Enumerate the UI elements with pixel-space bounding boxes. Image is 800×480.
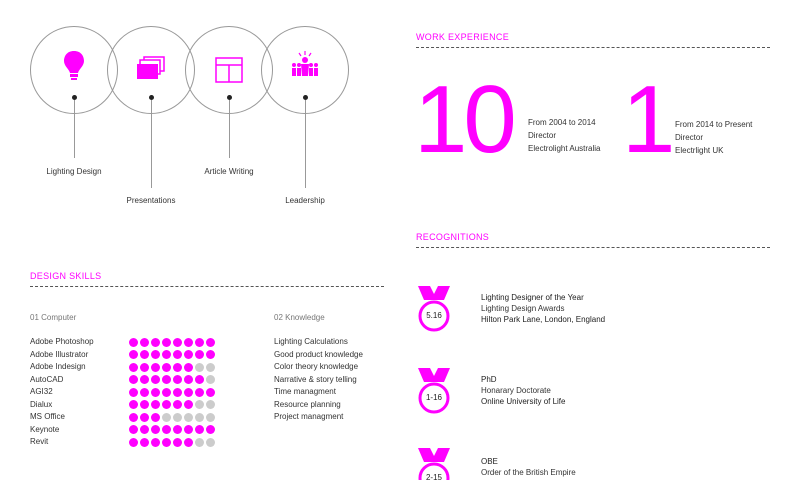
skill-dot-filled [129,350,138,359]
skill-dot-filled [173,338,182,347]
years-number: 1 [622,66,676,173]
skill-dot-filled [129,375,138,384]
knowledge-item: Resource planning [274,399,341,409]
skill-dot-row [129,399,215,412]
job-period: From 2004 to 2014 [528,118,596,127]
skill-dot-filled [162,400,171,409]
connector-line [229,100,230,158]
job-role: Director [675,133,704,142]
skill-dot-filled [173,438,182,447]
medal-icon [414,284,462,352]
skill-dot-filled [184,388,193,397]
people-icon [289,50,321,80]
skill-dot-filled [195,350,204,359]
skill-dot-empty [173,413,182,422]
recognition-org: Order of the British Empire [481,468,576,477]
skill-dot-row [129,436,215,449]
skill-dot-filled [151,338,160,347]
skill-dot-filled [162,375,171,384]
medal-date: 2-15 [425,473,442,480]
skill-dot-empty [206,400,215,409]
skill-dot-filled [184,438,193,447]
skill-dot-filled [140,363,149,372]
skill-dot-filled [173,350,182,359]
job-role: Director [528,131,557,140]
skill-dot-filled [151,388,160,397]
skill-dot-filled [129,338,138,347]
skill-dot-filled [129,438,138,447]
skill-dot-row [129,411,215,424]
skill-dot-filled [206,338,215,347]
skill-dot-filled [206,388,215,397]
computer-heading: 01 Computer [30,313,77,322]
years-number: 10 [414,66,513,173]
skill-label: Leadership [285,196,325,205]
skill-dot-empty [206,363,215,372]
skill-dot-filled [140,350,149,359]
skill-dot-filled [140,375,149,384]
section-title-recognitions: RECOGNITIONS [416,232,490,242]
skill-dot-filled [184,338,193,347]
skill-dot-filled [184,400,193,409]
skill-dot-filled [173,425,182,434]
skill-dot-filled [173,388,182,397]
skill-dot-row [129,386,215,399]
skill-dot-filled [151,400,160,409]
recognition-title: OBE [481,457,498,466]
skill-dot-filled [140,400,149,409]
skill-dot-filled [151,438,160,447]
layout-icon [215,57,243,83]
skill-name: Revit [30,437,49,446]
skill-dot-filled [162,388,171,397]
skill-dot-filled [206,425,215,434]
skill-name: Adobe Photoshop [30,337,94,346]
skill-dot-filled [151,350,160,359]
job-company: Electrlight UK [675,146,724,155]
medal-date: 1-16 [425,393,442,402]
recognition-place: Online University of Life [481,397,566,406]
knowledge-item: Time managment [274,387,336,396]
skill-dot-filled [140,438,149,447]
recognition-org: Honarary Doctorate [481,386,551,395]
skill-dot-row [129,374,215,387]
knowledge-list [274,336,363,424]
skill-dot-row [129,361,215,374]
skill-name: Adobe Illustrator [30,349,89,359]
divider [30,286,384,287]
skill-dot-filled [162,338,171,347]
section-title-work-experience: WORK EXPERIENCE [416,32,510,42]
skill-label: Presentations [126,196,176,205]
lightbulb-icon [63,50,85,82]
connector-line [151,100,152,188]
skill-dot-filled [206,350,215,359]
skill-dot-empty [206,438,215,447]
skill-dot-filled [173,363,182,372]
skill-dot-filled [151,363,160,372]
recognition-item [481,374,565,407]
skill-dot-filled [129,388,138,397]
skill-dot-filled [151,375,160,384]
skill-dot-filled [129,400,138,409]
job-period: From 2014 to Present [675,120,753,129]
divider [416,47,770,48]
knowledge-item: Good product knowledge [274,349,363,359]
recognition-title: Lighting Designer of the Year [481,293,584,302]
knowledge-heading: 02 Knowledge [274,313,325,322]
skill-dot-empty [195,363,204,372]
skill-dot-empty [195,438,204,447]
connector-line [74,100,75,158]
recognition-place: Hilton Park Lane, London, England [481,315,606,324]
job-company: Electrolight Australia [528,144,601,153]
skill-dot-filled [129,413,138,422]
skill-dot-filled [151,413,160,422]
skill-dot-filled [162,350,171,359]
medal-date: 5.16 [426,311,442,320]
skill-dot-filled [195,375,204,384]
skill-dot-filled [162,363,171,372]
recognition-item [481,292,605,325]
medal-icon [414,446,462,480]
skill-dot-filled [140,338,149,347]
skill-dot-filled [151,425,160,434]
skill-name: Dialux [30,399,53,409]
recognition-item [481,456,576,478]
skill-name: MS Office [30,412,65,421]
skill-dot-filled [184,375,193,384]
connector-line [305,100,306,188]
skill-dot-filled [173,375,182,384]
recognition-title: PhD [481,375,497,384]
skill-dot-filled [140,413,149,422]
skill-dot-filled [184,350,193,359]
skill-dot-filled [162,438,171,447]
skill-dot-filled [129,425,138,434]
skill-dot-filled [195,338,204,347]
skill-dot-empty [195,400,204,409]
skill-dot-row [129,424,215,437]
divider [416,247,770,248]
skill-dot-filled [162,425,171,434]
skill-dot-empty [195,413,204,422]
skill-dot-filled [173,400,182,409]
skill-dot-filled [184,363,193,372]
skill-dot-empty [206,413,215,422]
skill-dot-empty [184,413,193,422]
skill-dot-empty [162,413,171,422]
job-details [675,118,752,157]
skill-level-dots [129,336,215,449]
skill-dot-filled [140,425,149,434]
medal-icon [414,366,462,434]
recognition-org: Lighting Design Awards [481,304,565,313]
knowledge-item: Narrative & story telling [274,374,357,384]
skill-name: Adobe Indesign [30,362,86,371]
skill-dot-filled [140,388,149,397]
knowledge-item: Project managment [274,412,344,421]
computer-skill-list [30,336,94,449]
slides-icon [136,56,166,80]
skill-name: Keynote [30,424,60,434]
skill-dot-filled [129,363,138,372]
skill-dot-filled [184,425,193,434]
skill-dot-empty [206,375,215,384]
knowledge-item: Color theory knowledge [274,362,359,371]
section-title-design-skills: DESIGN SKILLS [30,271,102,281]
skill-label: Article Writing [204,167,254,176]
knowledge-item: Lighting Calculations [274,337,348,346]
skill-dot-filled [195,388,204,397]
skill-label: Lighting Design [46,167,102,176]
skill-name: AGI32 [30,387,53,396]
job-details [528,116,600,155]
skill-dot-row [129,336,215,349]
skill-dot-row [129,349,215,362]
skill-dot-filled [195,425,204,434]
skill-name: AutoCAD [30,374,64,384]
